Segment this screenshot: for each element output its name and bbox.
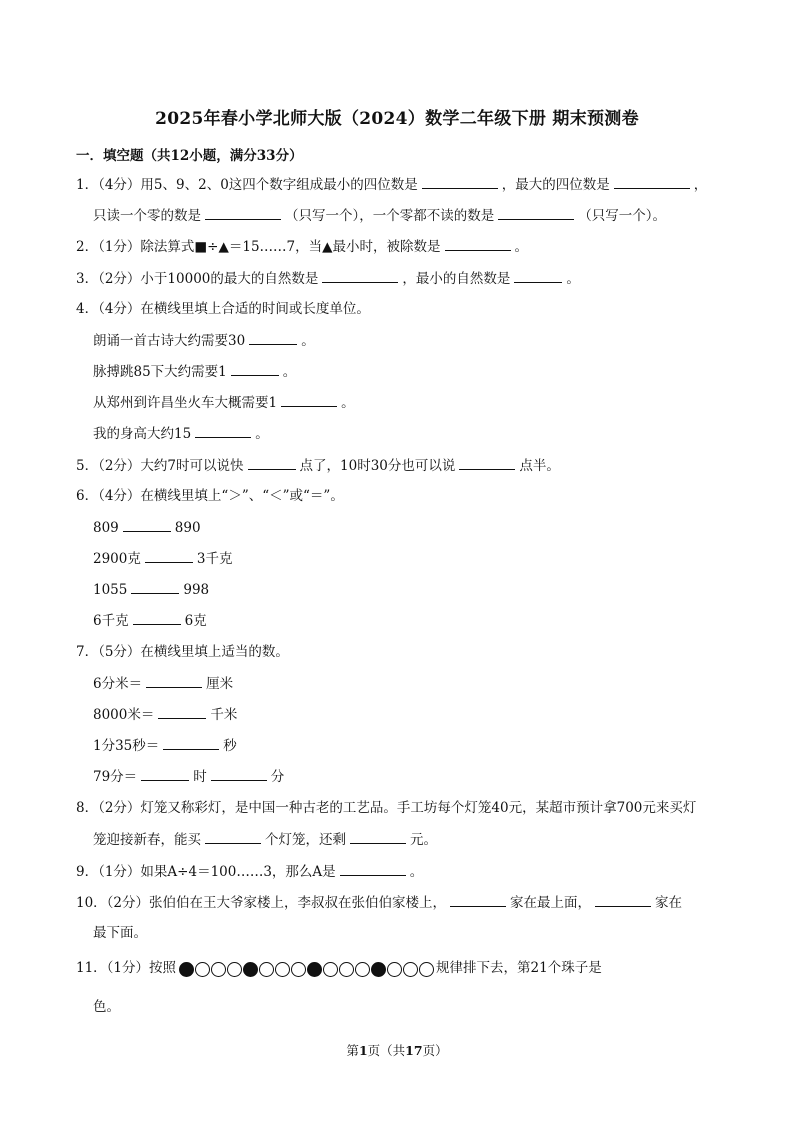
answer-blank[interactable] xyxy=(249,330,297,345)
bead-pattern xyxy=(178,959,434,979)
question-1-line-1: 1．（4分）用5、9、2、0这四个数字组成最小的四位数是 ，最大的四位数是 ， xyxy=(76,174,707,195)
answer-blank[interactable] xyxy=(459,455,515,470)
question-7-stem: 7．（5分）在横线里填上适当的数。 xyxy=(76,644,289,660)
white-bead xyxy=(403,962,418,977)
question-4-item-4: 我的身高大约15 。 xyxy=(93,423,269,444)
white-bead xyxy=(211,962,226,977)
answer-blank[interactable] xyxy=(422,174,498,189)
white-bead xyxy=(323,962,338,977)
answer-blank[interactable] xyxy=(322,268,398,283)
white-bead xyxy=(259,962,274,977)
black-bead xyxy=(179,962,194,977)
question-3: 3．（2分）小于10000的最大的自然数是 ，最小的自然数是 。 xyxy=(76,268,580,289)
answer-blank[interactable] xyxy=(158,704,206,719)
answer-blank[interactable] xyxy=(131,579,179,594)
section-heading: 一．填空题（共12小题，满分33分） xyxy=(76,148,303,164)
page-number: 1 xyxy=(358,1043,368,1058)
answer-blank[interactable] xyxy=(281,392,337,407)
question-2: 2．（1分）除法算式■÷▲＝15……7，当▲最小时，被除数是 。 xyxy=(76,236,528,257)
white-bead xyxy=(227,962,242,977)
answer-blank[interactable] xyxy=(205,829,261,844)
page-total: 17 xyxy=(405,1043,423,1058)
answer-blank[interactable] xyxy=(514,268,562,283)
question-4-item-3: 从郑州到许昌坐火车大概需要1 。 xyxy=(93,392,355,413)
question-6-row-2: 2900克 3千克 xyxy=(93,548,232,569)
question-5: 5．（2分）大约7时可以说快 点了，10时30分也可以说 点半。 xyxy=(76,455,560,476)
question-7-row-2: 8000米＝ 千米 xyxy=(93,704,237,725)
question-4-stem: 4．（4分）在横线里填上合适的时间或长度单位。 xyxy=(76,301,370,317)
answer-blank[interactable] xyxy=(205,205,281,220)
question-4-item-1: 朗诵一首古诗大约需要30 。 xyxy=(93,330,315,351)
question-11-line-2: 色。 xyxy=(93,999,120,1015)
question-10-line-2: 最下面。 xyxy=(93,925,147,941)
black-bead xyxy=(371,962,386,977)
question-7-row-1: 6分米＝ 厘米 xyxy=(93,673,233,694)
question-8-line-2: 笼迎接新春，能买 个灯笼，还剩 元。 xyxy=(93,829,437,850)
question-1-line-2: 只读一个零的数是 （只写一个），一个零都不读的数是 （只写一个）。 xyxy=(93,205,666,226)
answer-blank[interactable] xyxy=(163,735,219,750)
answer-blank[interactable] xyxy=(350,829,406,844)
answer-blank[interactable] xyxy=(595,892,651,907)
answer-blank[interactable] xyxy=(498,205,574,220)
question-6-row-4: 6千克 6克 xyxy=(93,610,207,631)
answer-blank[interactable] xyxy=(145,548,193,563)
answer-blank[interactable] xyxy=(211,766,267,781)
white-bead xyxy=(355,962,370,977)
question-4-item-2: 脉搏跳85下大约需要1 。 xyxy=(93,361,296,382)
answer-blank[interactable] xyxy=(445,236,511,251)
answer-blank[interactable] xyxy=(231,361,279,376)
answer-blank[interactable] xyxy=(340,861,406,876)
white-bead xyxy=(291,962,306,977)
page-footer: 第1页（共17页） xyxy=(346,1043,448,1058)
white-bead xyxy=(275,962,290,977)
answer-blank[interactable] xyxy=(123,517,171,532)
question-10-line-1: 10．（2分）张伯伯在王大爷家楼上，李叔叔在张伯伯家楼上， 家在最上面， 家在 xyxy=(76,892,682,913)
white-bead xyxy=(195,962,210,977)
answer-blank[interactable] xyxy=(450,892,506,907)
white-bead xyxy=(339,962,354,977)
white-bead xyxy=(387,962,402,977)
answer-blank[interactable] xyxy=(248,455,296,470)
answer-blank[interactable] xyxy=(141,766,189,781)
question-7-row-4: 79分＝ 时 分 xyxy=(93,766,284,787)
question-8-line-1: 8．（2分）灯笼又称彩灯，是中国一种古老的工艺品。手工坊每个灯笼40元，某超市预计拿700元来买灯 xyxy=(76,800,697,816)
question-9: 9．（1分）如果A÷4＝100……3，那么A是 。 xyxy=(76,861,423,882)
question-6-stem: 6．（4分）在横线里填上“＞”、“＜”或“＝”。 xyxy=(76,488,344,504)
black-bead xyxy=(243,962,258,977)
answer-blank[interactable] xyxy=(195,423,251,438)
answer-blank[interactable] xyxy=(146,673,202,688)
page-title: 2025年春小学北师大版（2024）数学二年级下册 期末预测卷 xyxy=(155,109,639,129)
question-11-line-1: 11．（1分）按照 规律排下去，第21个珠子是 xyxy=(76,958,602,979)
question-6-row-3: 1055 998 xyxy=(93,579,209,600)
question-7-row-3: 1分35秒＝ 秒 xyxy=(93,735,237,756)
black-bead xyxy=(307,962,322,977)
answer-blank[interactable] xyxy=(133,610,181,625)
question-6-row-1: 809 890 xyxy=(93,517,201,538)
white-bead xyxy=(419,962,434,977)
answer-blank[interactable] xyxy=(614,174,690,189)
